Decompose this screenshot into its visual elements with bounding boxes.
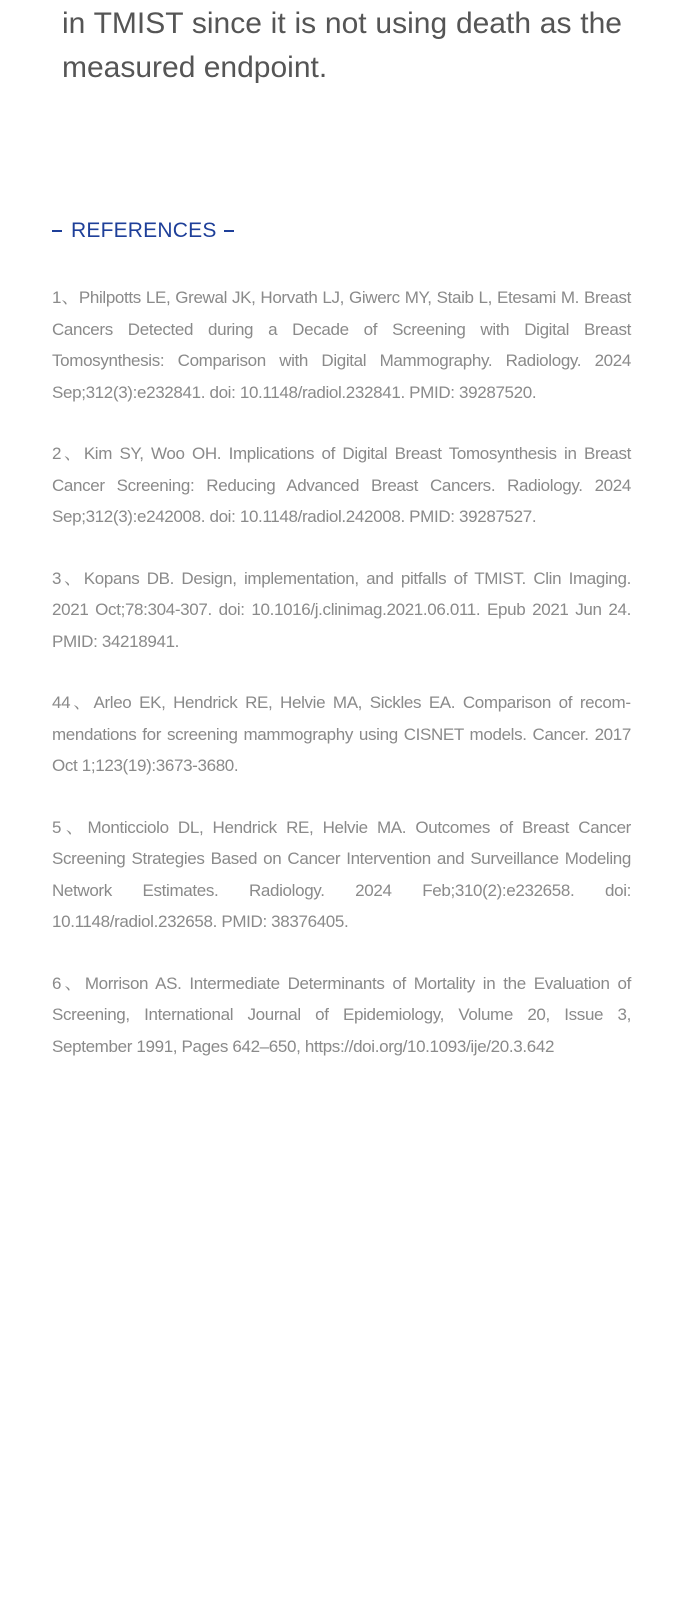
reference-item-5: 5、Monticciolo DL, Hendrick RE, Helvie MA. Outcomes of Breast Cancer Screening Strategies Based on Cancer Intervention and Surveillance Modeling Network Estimates. Radiology. 2024 Feb;310(2):e232658. doi: 10.1148/radiol.232658. PMID: 38376405. (52, 817, 631, 931)
intro-line-1: in TMIST since it is not using death as the (62, 7, 622, 40)
reference-item-6: 6、Morrison AS. Intermediate Determinants of Mortality in the Evaluation of Screening, International Journal of Epidemiology, Volume 20, Issue 3, September 1991, Pages 642–650, https://doi.org/10.1093/ije/20.3.642 (52, 973, 631, 1056)
reference-item-2: 2、Kim SY, Woo OH. Implications of Digital Breast Tomosynthesis in Breast Cancer Screening: Reducing Advanced Breast Cancers. Radiology. 2024 Sep;312(3):e242008. doi: 10.1148/radiol.242008. PMID: 39287527. (52, 444, 631, 526)
references-list (52, 282, 631, 1092)
heading-dash-left (52, 230, 62, 232)
heading-dash-right (224, 230, 234, 232)
reference-item-3: 3、Kopans DB. Design, implementation, and pitfalls of TMIST. Clin Imaging. 2021 Oct;78:304-307. doi: 10.1016/j.clinimag.2021.06.011. Epub 2021 Jun 24. PMID: 34218941. (52, 568, 631, 651)
reference-item-4: 44、Arleo EK, Hendrick RE, Helvie MA, Sickles EA. Comparison of recommendations for screening mammography using CISNET models. Cancer. 2017 Oct 1;123(19):3673-3680. (52, 693, 631, 775)
intro-line-2: measured endpoint. (62, 51, 328, 84)
reference-item-1: 1、Philpotts LE, Grewal JK, Horvath LJ, Giwerc MY, Staib L, Etesami M. Breast Cancers Detected during a Decade of Screening with Digital Breast Tomosynthesis: Comparison with Digital Mammography. Radiology. 2024 Sep;312(3):e232841. doi: 10.1148/radiol.232841. PMID: 39287520. (52, 288, 631, 402)
references-heading (52, 216, 234, 246)
intro-paragraph (62, 0, 622, 90)
references-heading-text: REFERENCES (71, 219, 217, 242)
